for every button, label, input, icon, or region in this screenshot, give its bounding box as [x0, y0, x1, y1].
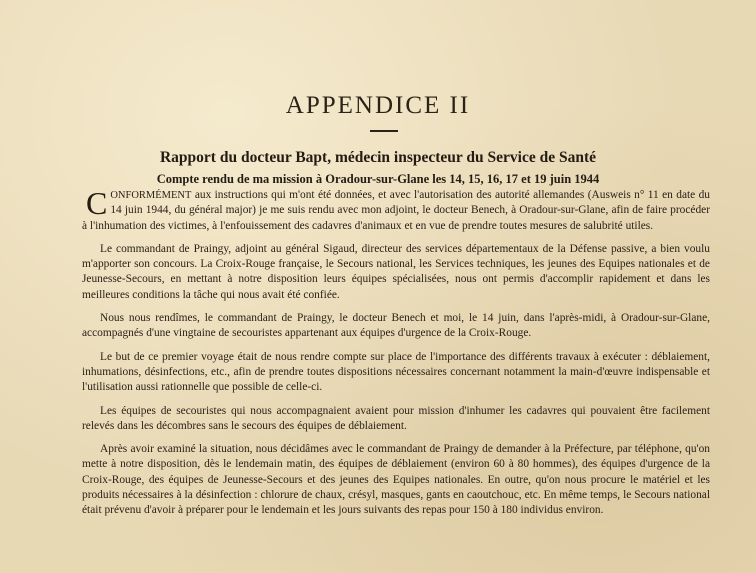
title-rule [370, 130, 398, 132]
paragraph-1-text: aux instructions qui m'ont été données, et avec l'autorisation des autorité allemandes (Ausweis n° 11 en date du 14 juin 1944, du général major) je me suis rendu avec mon adjoint, le docteur Benech, à Oradour-sur-Glane, afin de faire procéder à l'inhumation des victimes, à l'enfouissement des cadavres d'animaux et en vue de prendre toutes mesures de salubrité utiles. [82, 189, 710, 232]
report-body [82, 185, 710, 527]
paragraph-6: Après avoir examiné la situation, nous décidâmes avec le commandant de Praingy de demander à la Préfecture, par téléphone, qu'on mette à notre disposition, dès le lendemain matin, des équipes de déblaiement (environ 60 à 80 hommes), des équipes d'urgence de la Croix-Rouge, des équipes de Jeunesse-Secours et des jeunes des Equipes nationales. En outre, qu'on nous procure le matériel et les produits nécessaires à la désinfection : chlorure de chaux, crésyl, masques, gants en caoutchouc, etc. En même temps, le Secours national était prévenu d'avoir à préparer pour le lendemain et les jours suivants des repas pour 150 à 180 individus environ. [82, 443, 710, 517]
paragraph-2: Le commandant de Praingy, adjoint au général Sigaud, directeur des services départementaux de la Défense passive, a bien voulu m'apporter son concours. La Croix-Rouge française, le Secours national, les Services techniques, les jeunes des Equipes nationales et de Jeunesse-Secours, en mettant à notre disposition leurs équipes spécialisées, nous ont permis d'accomplir rapidement et dans les meilleures conditions la tâche qui nous avait été confiée. [82, 242, 710, 301]
paragraph-4: Le but de ce premier voyage était de nous rendre compte sur place de l'importance des différents travaux à exécuter : déblaiement, inhumations, désinfections, etc., afin de prendre toutes dispositions nécessaires concernant notamment la main-d'œuvre indispensable et l'utilisation aussi rationnelle que possible de celle-ci. [82, 350, 710, 394]
drop-cap: C [86, 185, 108, 221]
paragraph-1 [82, 185, 710, 234]
paragraph-1-smallcaps: ONFORMÉMENT [110, 190, 192, 201]
paragraph-3: Nous nous rendîmes, le commandant de Praingy, le docteur Benech et moi, le 14 juin, dans l'après-midi, à Oradour-sur-Glane, accompagnés d'une vingtaine de secouristes appartenant aux équipes d'urgence de la Croix-Rouge. [82, 312, 710, 340]
report-title: Rapport du docteur Bapt, médecin inspecteur du Service de Santé [159, 149, 596, 166]
paragraph-5: Les équipes de secouristes qui nous accompagnaient avaient pour mission d'inhumer les cadavres qui pouvaient être facilement relevés dans les décombres sans le secours des équipes de déblaiement. [82, 404, 710, 432]
report-subtitle: Compte rendu de ma mission à Oradour-sur-Glane les 14, 15, 16, 17 et 19 juin 1944 [156, 172, 600, 186]
appendix-title: APPENDICE II [285, 92, 471, 119]
